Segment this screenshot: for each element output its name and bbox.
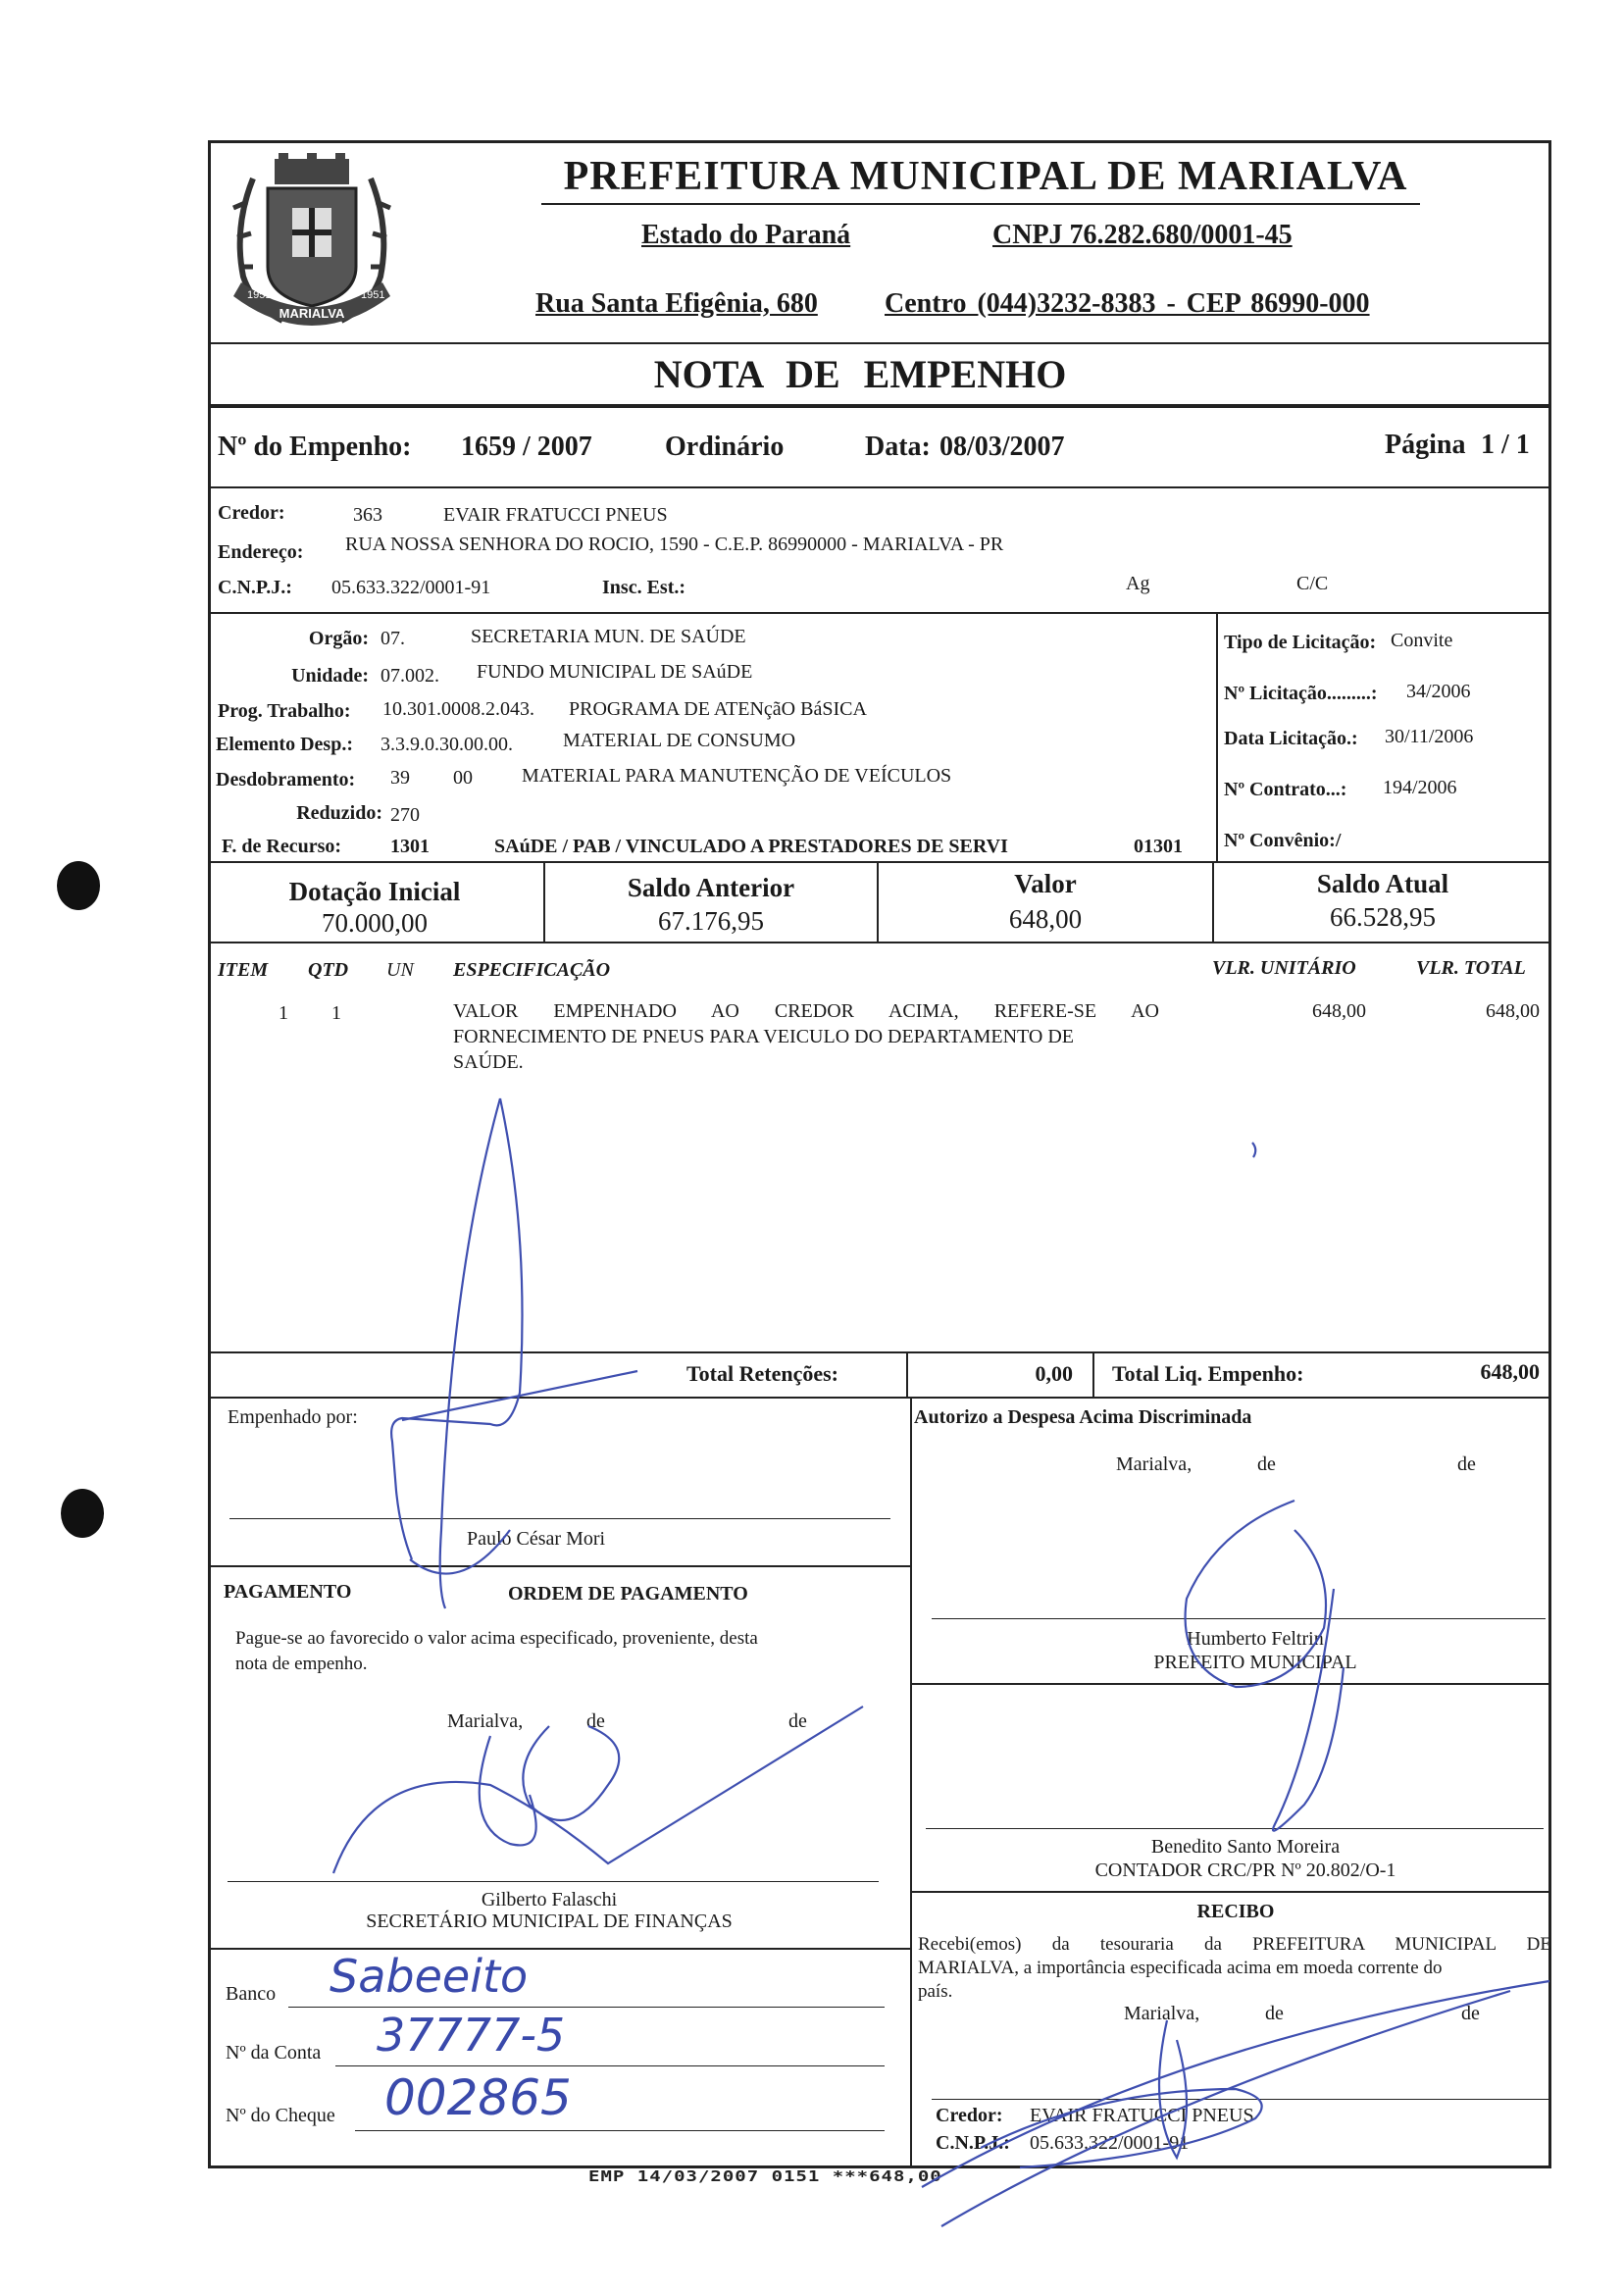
elemento-name: MATERIAL DE CONSUMO: [563, 730, 796, 751]
header-state: Estado do Paraná: [641, 220, 851, 250]
empenho-number-label: Nº do Empenho:: [218, 432, 412, 462]
doc-title: NOTA DE EMPENHO: [653, 352, 1067, 396]
col-spec: ESPECIFICAÇÃO: [453, 959, 611, 981]
col-vlr-unit: VLR. UNITÁRIO: [1212, 957, 1356, 979]
header-contact: Centro (044)3232-8383 - CEP 86990-000: [885, 288, 1370, 319]
saldo-anterior-value: 67.176,95: [658, 906, 764, 936]
liq-empenho-label: Total Liq. Empenho:: [1112, 1361, 1304, 1386]
recibo-credor-value: EVAIR FRATUCCI PNEUS: [1030, 2105, 1254, 2126]
conta-value: 37777-5: [377, 2009, 566, 2062]
page-number: 1 / 1: [1481, 430, 1530, 460]
orgao-label: Orgão:: [308, 628, 369, 649]
desdobramento-code1: 39: [390, 767, 410, 789]
conta-label: Nº da Conta: [226, 2042, 322, 2064]
item-qtd: 1: [331, 1002, 341, 1024]
item-vlr-total: 648,00: [1486, 1000, 1540, 1022]
autorizo-name: Humberto Feltrin: [1187, 1628, 1324, 1650]
recibo-title: RECIBO: [1196, 1901, 1275, 1922]
unidade-code: 07.002.: [381, 665, 439, 687]
unidade-name: FUNDO MUNICIPAL DE SAúDE: [477, 661, 753, 683]
cc-label: C/C: [1296, 573, 1329, 594]
recibo-cnpj-value: 05.633.322/0001-91: [1030, 2132, 1190, 2154]
recibo-de-1: de: [1265, 2003, 1284, 2024]
data-licitacao-label: Data Licitação.:: [1224, 728, 1358, 749]
prog-trabalho-name: PROGRAMA DE ATENçãO BáSICA: [569, 698, 867, 720]
recurso-code: 1301: [390, 836, 430, 857]
empenho-date-label: Data:: [865, 432, 931, 462]
credor-cnpj: 05.633.322/0001-91: [331, 577, 491, 598]
pagamento-name: Gilberto Falaschi: [481, 1889, 618, 1911]
col-item: ITEM: [218, 959, 269, 981]
svg-text:1951: 1951: [247, 289, 272, 301]
empenhado-name: Paulo César Mori: [467, 1528, 606, 1550]
item-spec-line-3: SAÚDE.: [453, 1051, 524, 1073]
autorizo-role: PREFEITO MUNICIPAL: [1153, 1652, 1357, 1673]
item-spec-line-1: VALOR EMPENHADO AO CREDOR ACIMA, REFERE-SE AO: [453, 1000, 1159, 1022]
convenio-label: Nº Convênio:/: [1224, 830, 1342, 851]
autorizo-city: Marialva,: [1116, 1453, 1193, 1475]
desdobramento-code2: 00: [453, 767, 473, 789]
pagamento-text-1: Pague-se ao favorecido o valor acima especificado, proveniente, desta: [235, 1628, 758, 1649]
retencoes-value: 0,00: [1035, 1361, 1073, 1386]
unidade-label: Unidade:: [291, 665, 369, 687]
contrato-value: 194/2006: [1383, 777, 1457, 798]
item-vlr-unit: 648,00: [1312, 1000, 1366, 1022]
orgao-name: SECRETARIA MUN. DE SAÚDE: [471, 626, 746, 647]
credor-cnpj-label: C.N.P.J.:: [218, 577, 292, 598]
col-un: UN: [386, 959, 414, 981]
empenho-number: 1659 / 2007: [461, 432, 592, 462]
pagamento-city: Marialva,: [447, 1710, 524, 1732]
pagamento-label: PAGAMENTO: [224, 1581, 352, 1603]
recurso-code2: 01301: [1134, 836, 1183, 857]
page-label: Página: [1385, 430, 1466, 460]
payment-stamp: EMP 14/03/2007 0151 ***648,00: [588, 2167, 942, 2185]
autorizo-label: Autorizo a Despesa Acima Discriminada: [914, 1406, 1252, 1428]
dotacao-label: Dotação Inicial: [288, 877, 461, 906]
recibo-credor-label: Credor:: [936, 2105, 1003, 2126]
desdobramento-label: Desdobramento:: [216, 769, 356, 790]
ag-label: Ag: [1126, 573, 1150, 594]
data-licitacao-value: 30/11/2006: [1385, 726, 1474, 747]
recibo-de-2: de: [1461, 2003, 1480, 2024]
valor-value: 648,00: [1008, 904, 1083, 934]
pagamento-de-2: de: [788, 1710, 807, 1732]
endereco-label: Endereço:: [218, 541, 304, 563]
prog-trabalho-code: 10.301.0008.2.043.: [382, 698, 534, 720]
liq-empenho-value: 648,00: [1480, 1359, 1540, 1384]
item-number: 1: [279, 1002, 288, 1024]
header-cnpj: CNPJ 76.282.680/0001-45: [992, 220, 1293, 250]
retencoes-label: Total Retenções:: [686, 1361, 838, 1386]
col-vlr-total: VLR. TOTAL: [1416, 957, 1526, 979]
reduzido-label: Reduzido:: [296, 802, 382, 824]
col-qtd: QTD: [308, 959, 349, 981]
recibo-cnpj-label: C.N.P.J.:: [936, 2132, 1010, 2154]
autorizo-de-1: de: [1257, 1453, 1276, 1475]
orgao-code: 07.: [381, 628, 405, 649]
recibo-text-1: Recebi(emos) da tesouraria da PREFEITURA MUNICIPAL DE: [918, 1934, 1551, 1955]
empenho-date: 08/03/2007: [939, 432, 1065, 462]
valor-label: Valor: [1014, 869, 1077, 898]
empenho-type: Ordinário: [665, 432, 785, 462]
saldo-atual-label: Saldo Atual: [1316, 869, 1449, 898]
cheque-label: Nº do Cheque: [226, 2105, 335, 2126]
banco-label: Banco: [226, 1983, 277, 2005]
num-licitacao-label: Nº Licitação.........:: [1224, 683, 1378, 704]
recibo-text-3: país.: [918, 1981, 953, 2002]
num-licitacao-value: 34/2006: [1406, 681, 1471, 702]
tipo-licitacao-label: Tipo de Licitação:: [1224, 632, 1377, 653]
contador-role: CONTADOR CRC/PR Nº 20.802/O-1: [1094, 1860, 1396, 1881]
item-spec-line-2: FORNECIMENTO DE PNEUS PARA VEICULO DO DEPARTAMENTO DE: [453, 1026, 1075, 1047]
desdobramento-name: MATERIAL PARA MANUTENÇÃO DE VEÍCULOS: [522, 765, 952, 787]
insc-est-label: Insc. Est.:: [602, 577, 686, 598]
autorizo-de-2: de: [1457, 1453, 1476, 1475]
recibo-city: Marialva,: [1124, 2003, 1200, 2024]
pagamento-role: SECRETÁRIO MUNICIPAL DE FINANÇAS: [366, 1911, 733, 1932]
recurso-name: SAúDE / PAB / VINCULADO A PRESTADORES DE SERVI: [494, 836, 1008, 857]
dotacao-value: 70.000,00: [322, 908, 428, 938]
contador-name: Benedito Santo Moreira: [1150, 1836, 1341, 1858]
empenhado-label: Empenhado por:: [228, 1406, 358, 1428]
header-title: PREFEITURA MUNICIPAL DE MARIALVA: [563, 154, 1408, 199]
banco-value: Sabeeito: [330, 1950, 529, 2003]
saldo-atual-value: 66.528,95: [1330, 902, 1436, 932]
contrato-label: Nº Contrato...:: [1224, 779, 1347, 800]
header-address: Rua Santa Efigênia, 680: [535, 288, 818, 319]
credor-code: 363: [353, 504, 382, 526]
endereco-value: RUA NOSSA SENHORA DO ROCIO, 1590 - C.E.P. 86990000 - MARIALVA - PR: [345, 534, 1004, 555]
saldo-anterior-label: Saldo Anterior: [627, 873, 795, 902]
tipo-licitacao-value: Convite: [1391, 630, 1453, 651]
ordem-pagamento-label: ORDEM DE PAGAMENTO: [508, 1583, 748, 1605]
prog-trabalho-label: Prog. Trabalho:: [218, 700, 351, 722]
svg-text:1951: 1951: [361, 289, 385, 301]
recurso-label: F. de Recurso:: [222, 836, 342, 857]
pagamento-de-1: de: [586, 1710, 605, 1732]
elemento-code: 3.3.9.0.30.00.00.: [381, 734, 513, 755]
credor-name: EVAIR FRATUCCI PNEUS: [443, 504, 668, 526]
recibo-text-2: MARIALVA, a importância especificada acima em moeda corrente do: [918, 1958, 1443, 1978]
credor-label: Credor:: [218, 502, 285, 524]
elemento-label: Elemento Desp.:: [216, 734, 353, 755]
reduzido-value: 270: [390, 804, 420, 826]
svg-text:MARIALVA: MARIALVA: [279, 306, 345, 321]
pagamento-text-2: nota de empenho.: [235, 1654, 368, 1674]
cheque-value: 002865: [384, 2069, 572, 2126]
